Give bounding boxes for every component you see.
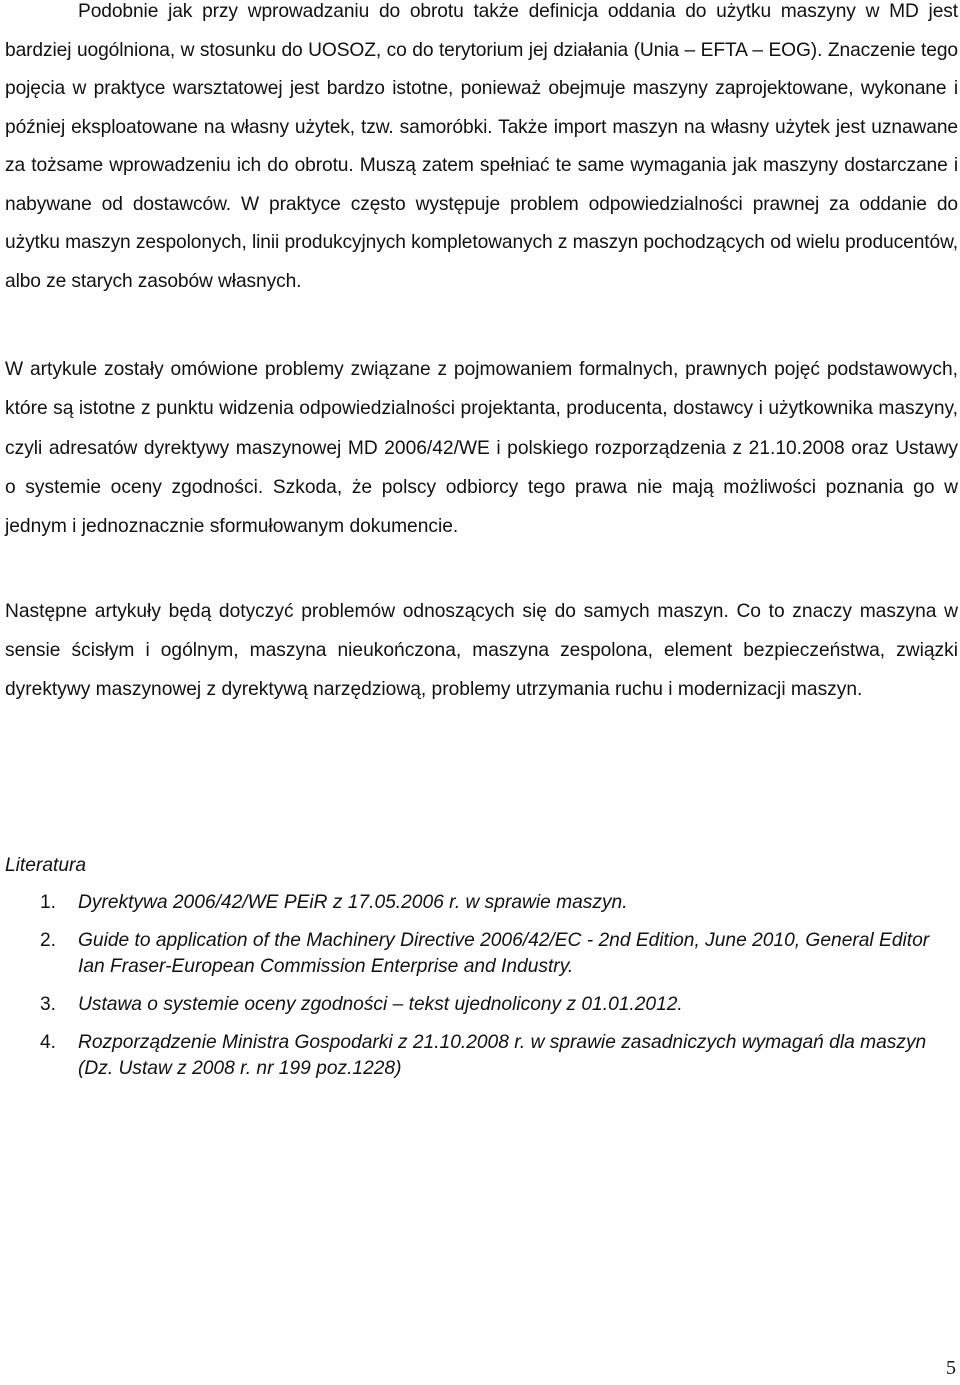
literature-item	[0, 928, 938, 980]
literature-item-text: Dyrektywa 2006/42/WE PEiR z 17.05.2006 r. w sprawie maszyn.	[78, 892, 628, 913]
body-paragraph-3: Następne artykuły będą dotyczyć problemów odnoszących się do samych maszyn. Co to znaczy maszyna w sensie ścisłym i ogólnym, maszyna nieukończona, maszyna zespolona, element bezpieczeństwa, związki dyrektywy maszynowej z dyrektywą narzędziową, problemy utrzymania ruchu i modernizacji maszyn.	[5, 601, 958, 700]
literature-item-text: Guide to application of the Machinery Directive 2006/42/EC - 2nd Edition, June 2010, General Editor Ian Fraser-European Commission Enterprise and Industry.	[78, 930, 930, 977]
literature-item-text: Ustawa o systemie oceny zgodności – tekst ujednolicony z 01.01.2012.	[78, 994, 683, 1015]
page-number: 5	[946, 1357, 956, 1379]
literature-item-text: Rozporządzenie Ministra Gospodarki z 21.10.2008 r. w sprawie zasadniczych wymagań dla maszyn (Dz. Ustaw z 2008 r. nr 199 poz.1228)	[78, 1032, 927, 1079]
literature-item-number: 4.	[40, 1032, 57, 1053]
body-paragraph-2: W artykule zostały omówione problemy związane z pojmowaniem formalnych, prawnych pojęć podstawowych, które są istotne z punktu widzenia odpowiedzialności projektanta, producenta, dostawcy i użytkownika maszyny, czyli adresatów dyrektywy maszynowej MD 2006/42/WE i polskiego rozporządzenia z 21.10.2008 oraz Ustawy o systemie oceny zgodności. Szkoda, że polscy odbiorcy tego prawa nie mają możliwości poznania go w jednym i jednoznacznie sformułowanym dokumencie.	[5, 359, 958, 538]
literature-list	[0, 890, 960, 1082]
literature-heading: Literatura	[5, 855, 87, 876]
literature-item-number: 1.	[40, 892, 57, 913]
literature-item-number: 3.	[40, 994, 57, 1015]
literature-item	[0, 890, 938, 916]
literature-item-number: 2.	[40, 930, 57, 951]
body-paragraph-1: Podobnie jak przy wprowadzaniu do obrotu także definicja oddania do użytku maszyny w MD jest bardziej uogólniona, w stosunku do UOSOZ, co do terytorium jej działania (Unia – EFTA – EOG). Znaczenie tego pojęcia w praktyce warsztatowej jest bardzo istotne, ponieważ obejmuje maszyny zaprojektowane, wykonane i później eksploatowane na własny użytek, tzw. samoróbki. Także import maszyn na własny użytek jest uznawane za tożsame wprowadzeniu ich do obrotu. Muszą zatem spełniać te same wymagania jak maszyny dostarczane i nabywane od dostawców. W praktyce często występuje problem odpowiedzialności prawnej za oddanie do użytku maszyn zespolonych, linii produkcyjnych kompletowanych z maszyn pochodzących od wielu producentów, albo ze starych zasobów własnych.	[5, 1, 958, 292]
literature-item	[0, 1030, 938, 1082]
literature-item	[0, 992, 938, 1018]
